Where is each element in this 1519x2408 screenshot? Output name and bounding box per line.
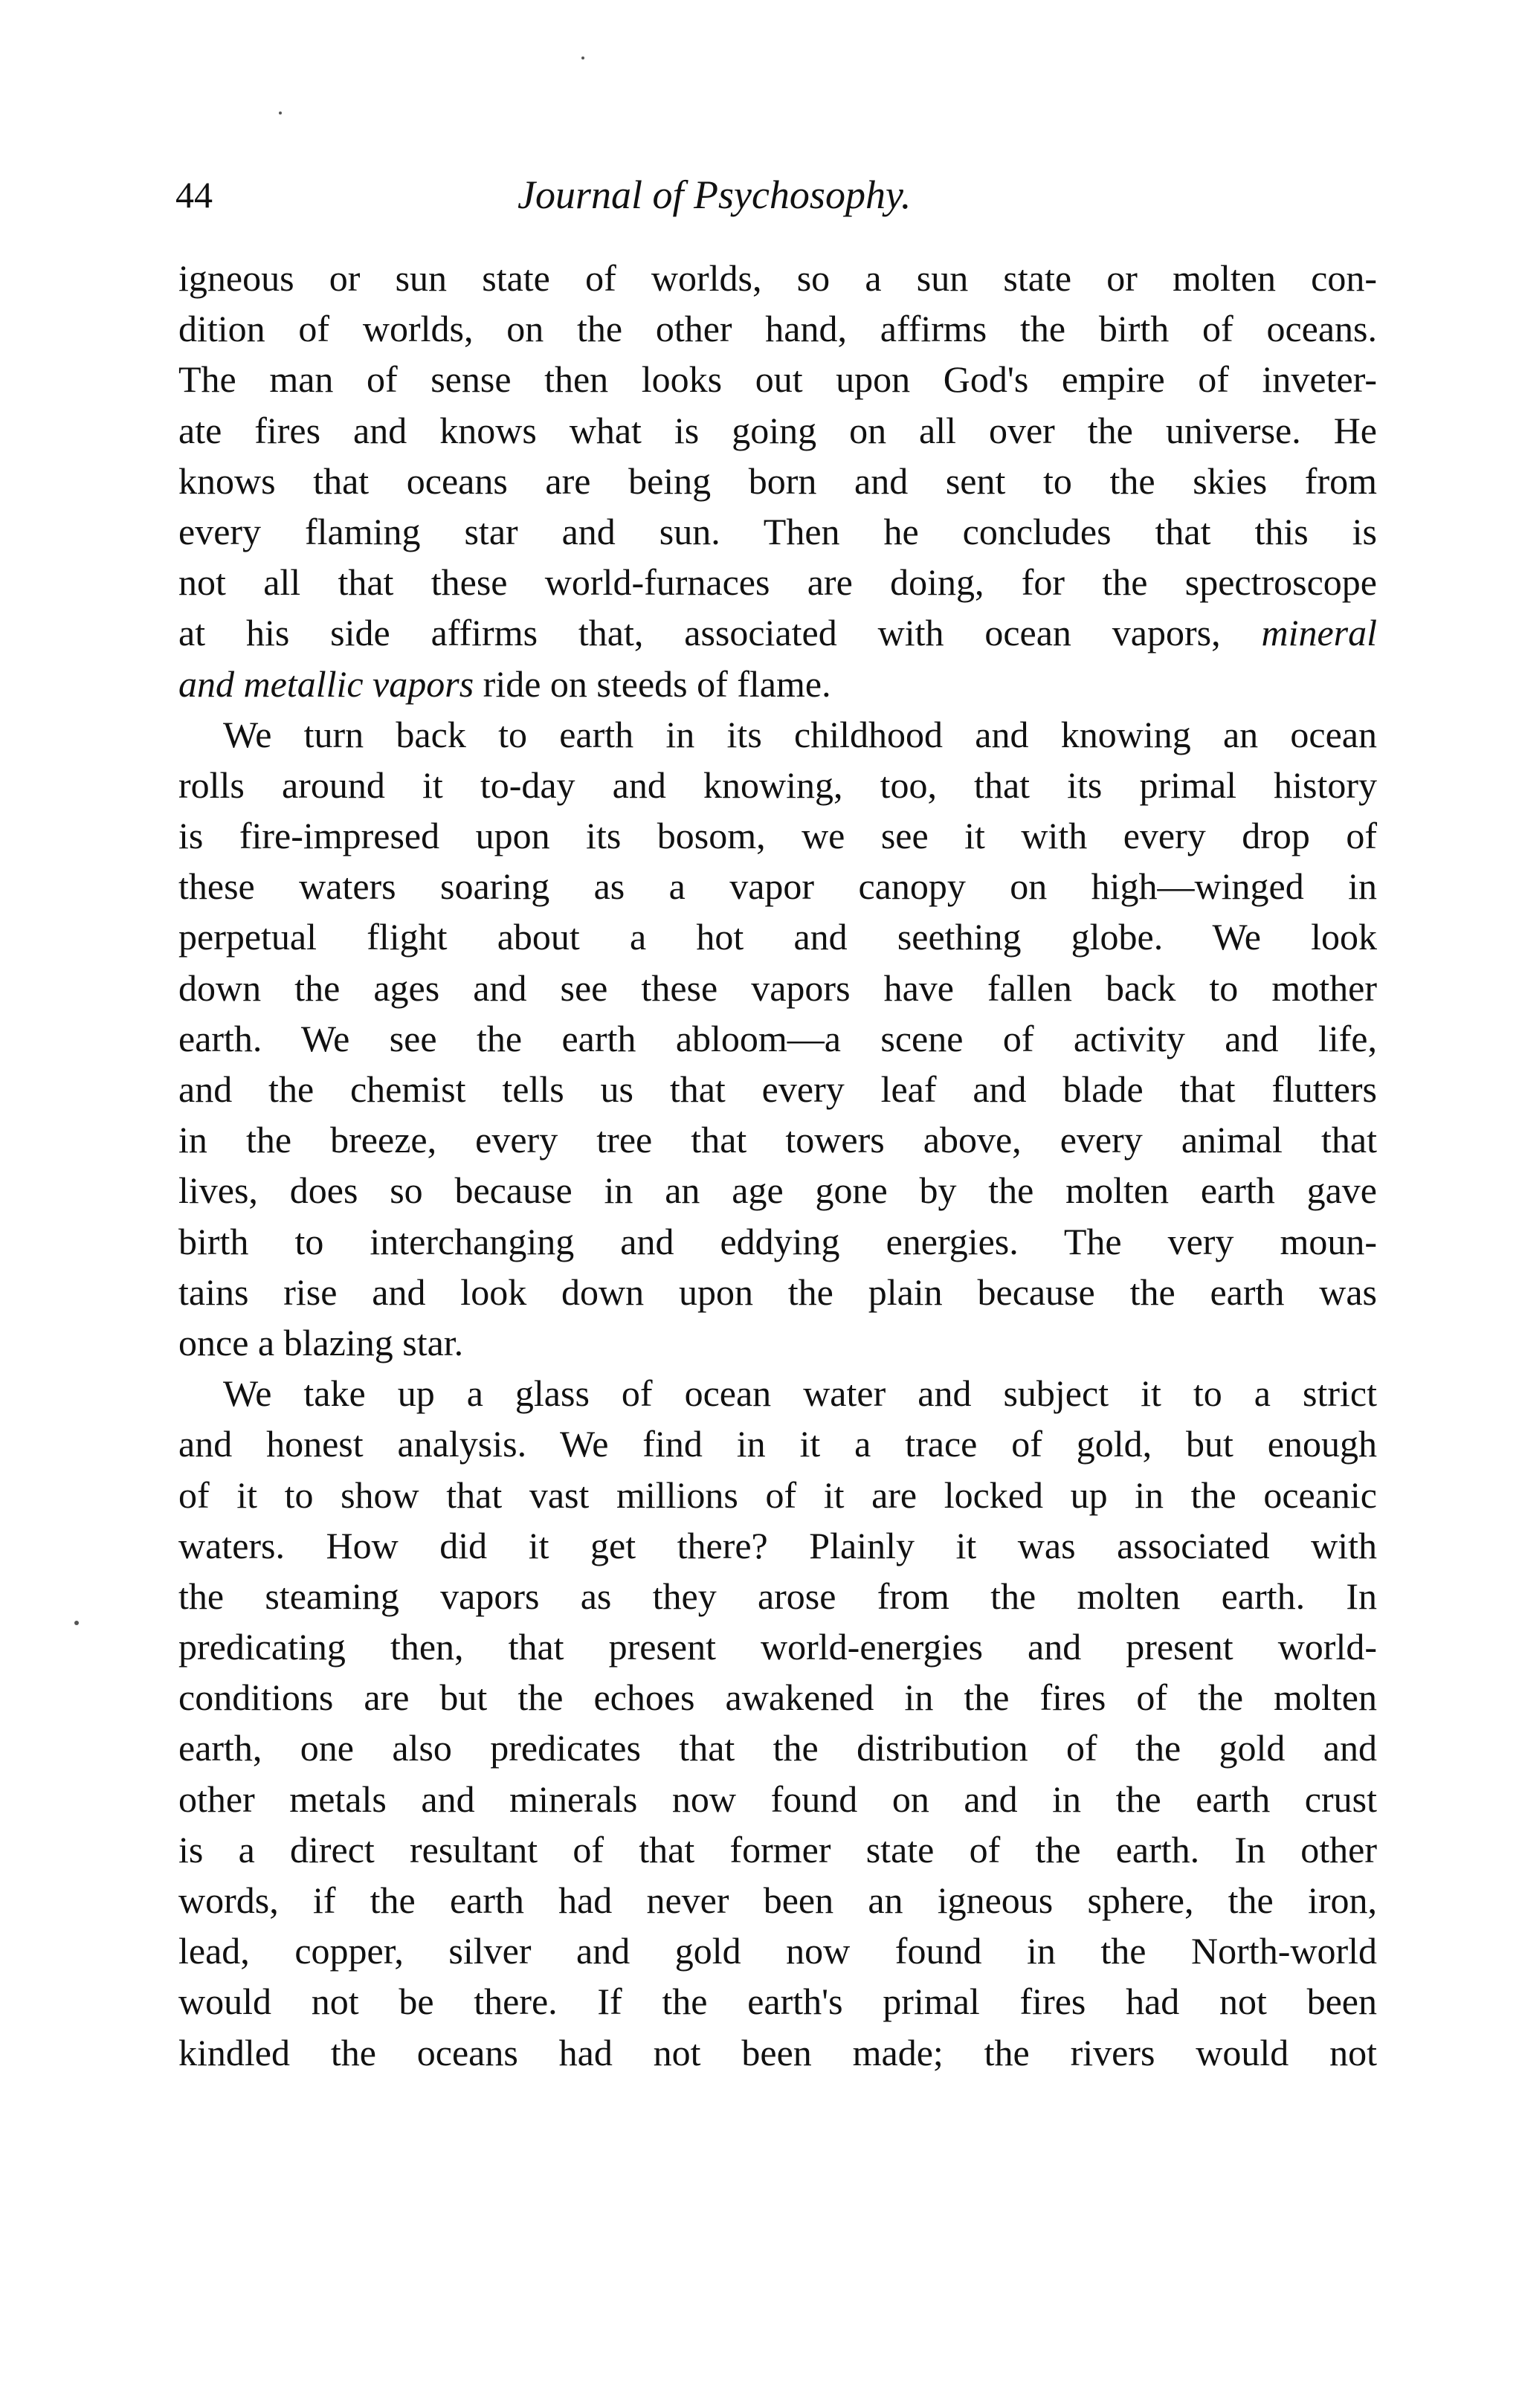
text-line: dition of worlds, on the other hand, affirms the birth of oceans. [178, 308, 1377, 350]
text-line: lead, copper, silver and gold now found in the North-world [178, 1930, 1377, 1972]
page-header [175, 165, 1380, 225]
text-line-mixed [178, 607, 1377, 658]
text-line: We turn back to earth in its childhood and knowing an ocean [223, 713, 1377, 755]
text-line: earth, one also predicates that the distribution of the gold and [178, 1727, 1377, 1769]
text-line: conditions are but the echoes awakened in the fires of the molten [178, 1676, 1377, 1719]
text-line: We take up a glass of ocean water and subject it to a strict [223, 1372, 1377, 1415]
text-line: not all that these world-furnaces are doing, for the spectroscope [178, 561, 1377, 604]
text-line: and honest analysis. We find in it a trace of gold, but enough [178, 1423, 1377, 1465]
text-line: ate fires and knows what is going on all over the universe. He [178, 409, 1377, 451]
italic-phrase: mineral [1261, 612, 1378, 654]
paragraph-1 [178, 253, 1377, 709]
text-line: words, if the earth had never been an igneous sphere, the iron, [178, 1879, 1377, 1921]
text-line: down the ages and see these vapors have fallen back to mother [178, 966, 1377, 1009]
text-line: in the breeze, every tree that towers above, every animal that [178, 1119, 1377, 1161]
text-line: is a direct resultant of that former state of the earth. In other [178, 1828, 1377, 1870]
italic-phrase: and metallic vapors [178, 662, 474, 705]
text-line: The man of sense then looks out upon God's empire of inveter- [178, 358, 1377, 401]
text-line: predicating then, that present world-energies and present world- [178, 1626, 1377, 1668]
text-line: birth to interchanging and eddying energies. The very moun- [178, 1220, 1377, 1262]
text-line: every flaming star and sun. Then he concludes that this is [178, 510, 1377, 552]
text-line: earth. We see the earth abloom—a scene of activity and life, [178, 1017, 1377, 1059]
paragraph-2 [178, 709, 1377, 1368]
text-line: tains rise and look down upon the plain because the earth was [178, 1271, 1377, 1313]
text-line: other metals and minerals now found on and in the earth crust [178, 1778, 1377, 1820]
text-run: ride on steeds of flame. [483, 662, 831, 705]
running-title: Journal of Psychosophy. [517, 172, 912, 217]
text-line: the steaming vapors as they arose from the molten earth. In [178, 1575, 1377, 1617]
page-number: 44 [175, 174, 213, 216]
text-line: lives, does so because in an age gone by the molten earth gave [178, 1169, 1377, 1212]
speck-mark [581, 57, 584, 59]
text-line: waters. How did it get there? Plainly it was associated with [178, 1524, 1377, 1566]
text-line: is fire-impresed upon its bosom, we see it with every drop of [178, 815, 1377, 857]
text-line: once a blazing star. [178, 1321, 464, 1363]
text-line: would not be there. If the earth's primal fires had not been [178, 1981, 1377, 2023]
text-line: rolls around it to-day and knowing, too, that its primal history [178, 764, 1377, 806]
text-line: these waters soaring as a vapor canopy on high—winged in [178, 865, 1377, 908]
text-run: at his side affirms that, associated with ocean vapors, [178, 612, 1221, 654]
text-line: kindled the oceans had not been made; the rivers would not [178, 2031, 1377, 2073]
speck-mark [74, 1621, 79, 1625]
text-line-mixed [178, 659, 1377, 709]
text-line: igneous or sun state of worlds, so a sun state or molten con- [178, 257, 1377, 299]
paragraph-3 [178, 1368, 1377, 2078]
text-line: and the chemist tells us that every leaf and blade that flutters [178, 1068, 1377, 1110]
text-line: perpetual flight about a hot and seething globe. We look [178, 916, 1377, 958]
body-text [178, 253, 1377, 2078]
text-line: knows that oceans are being born and sent to the skies from [178, 459, 1377, 502]
text-line: of it to show that vast millions of it are locked up in the oceanic [178, 1473, 1377, 1516]
speck-mark [279, 112, 282, 114]
